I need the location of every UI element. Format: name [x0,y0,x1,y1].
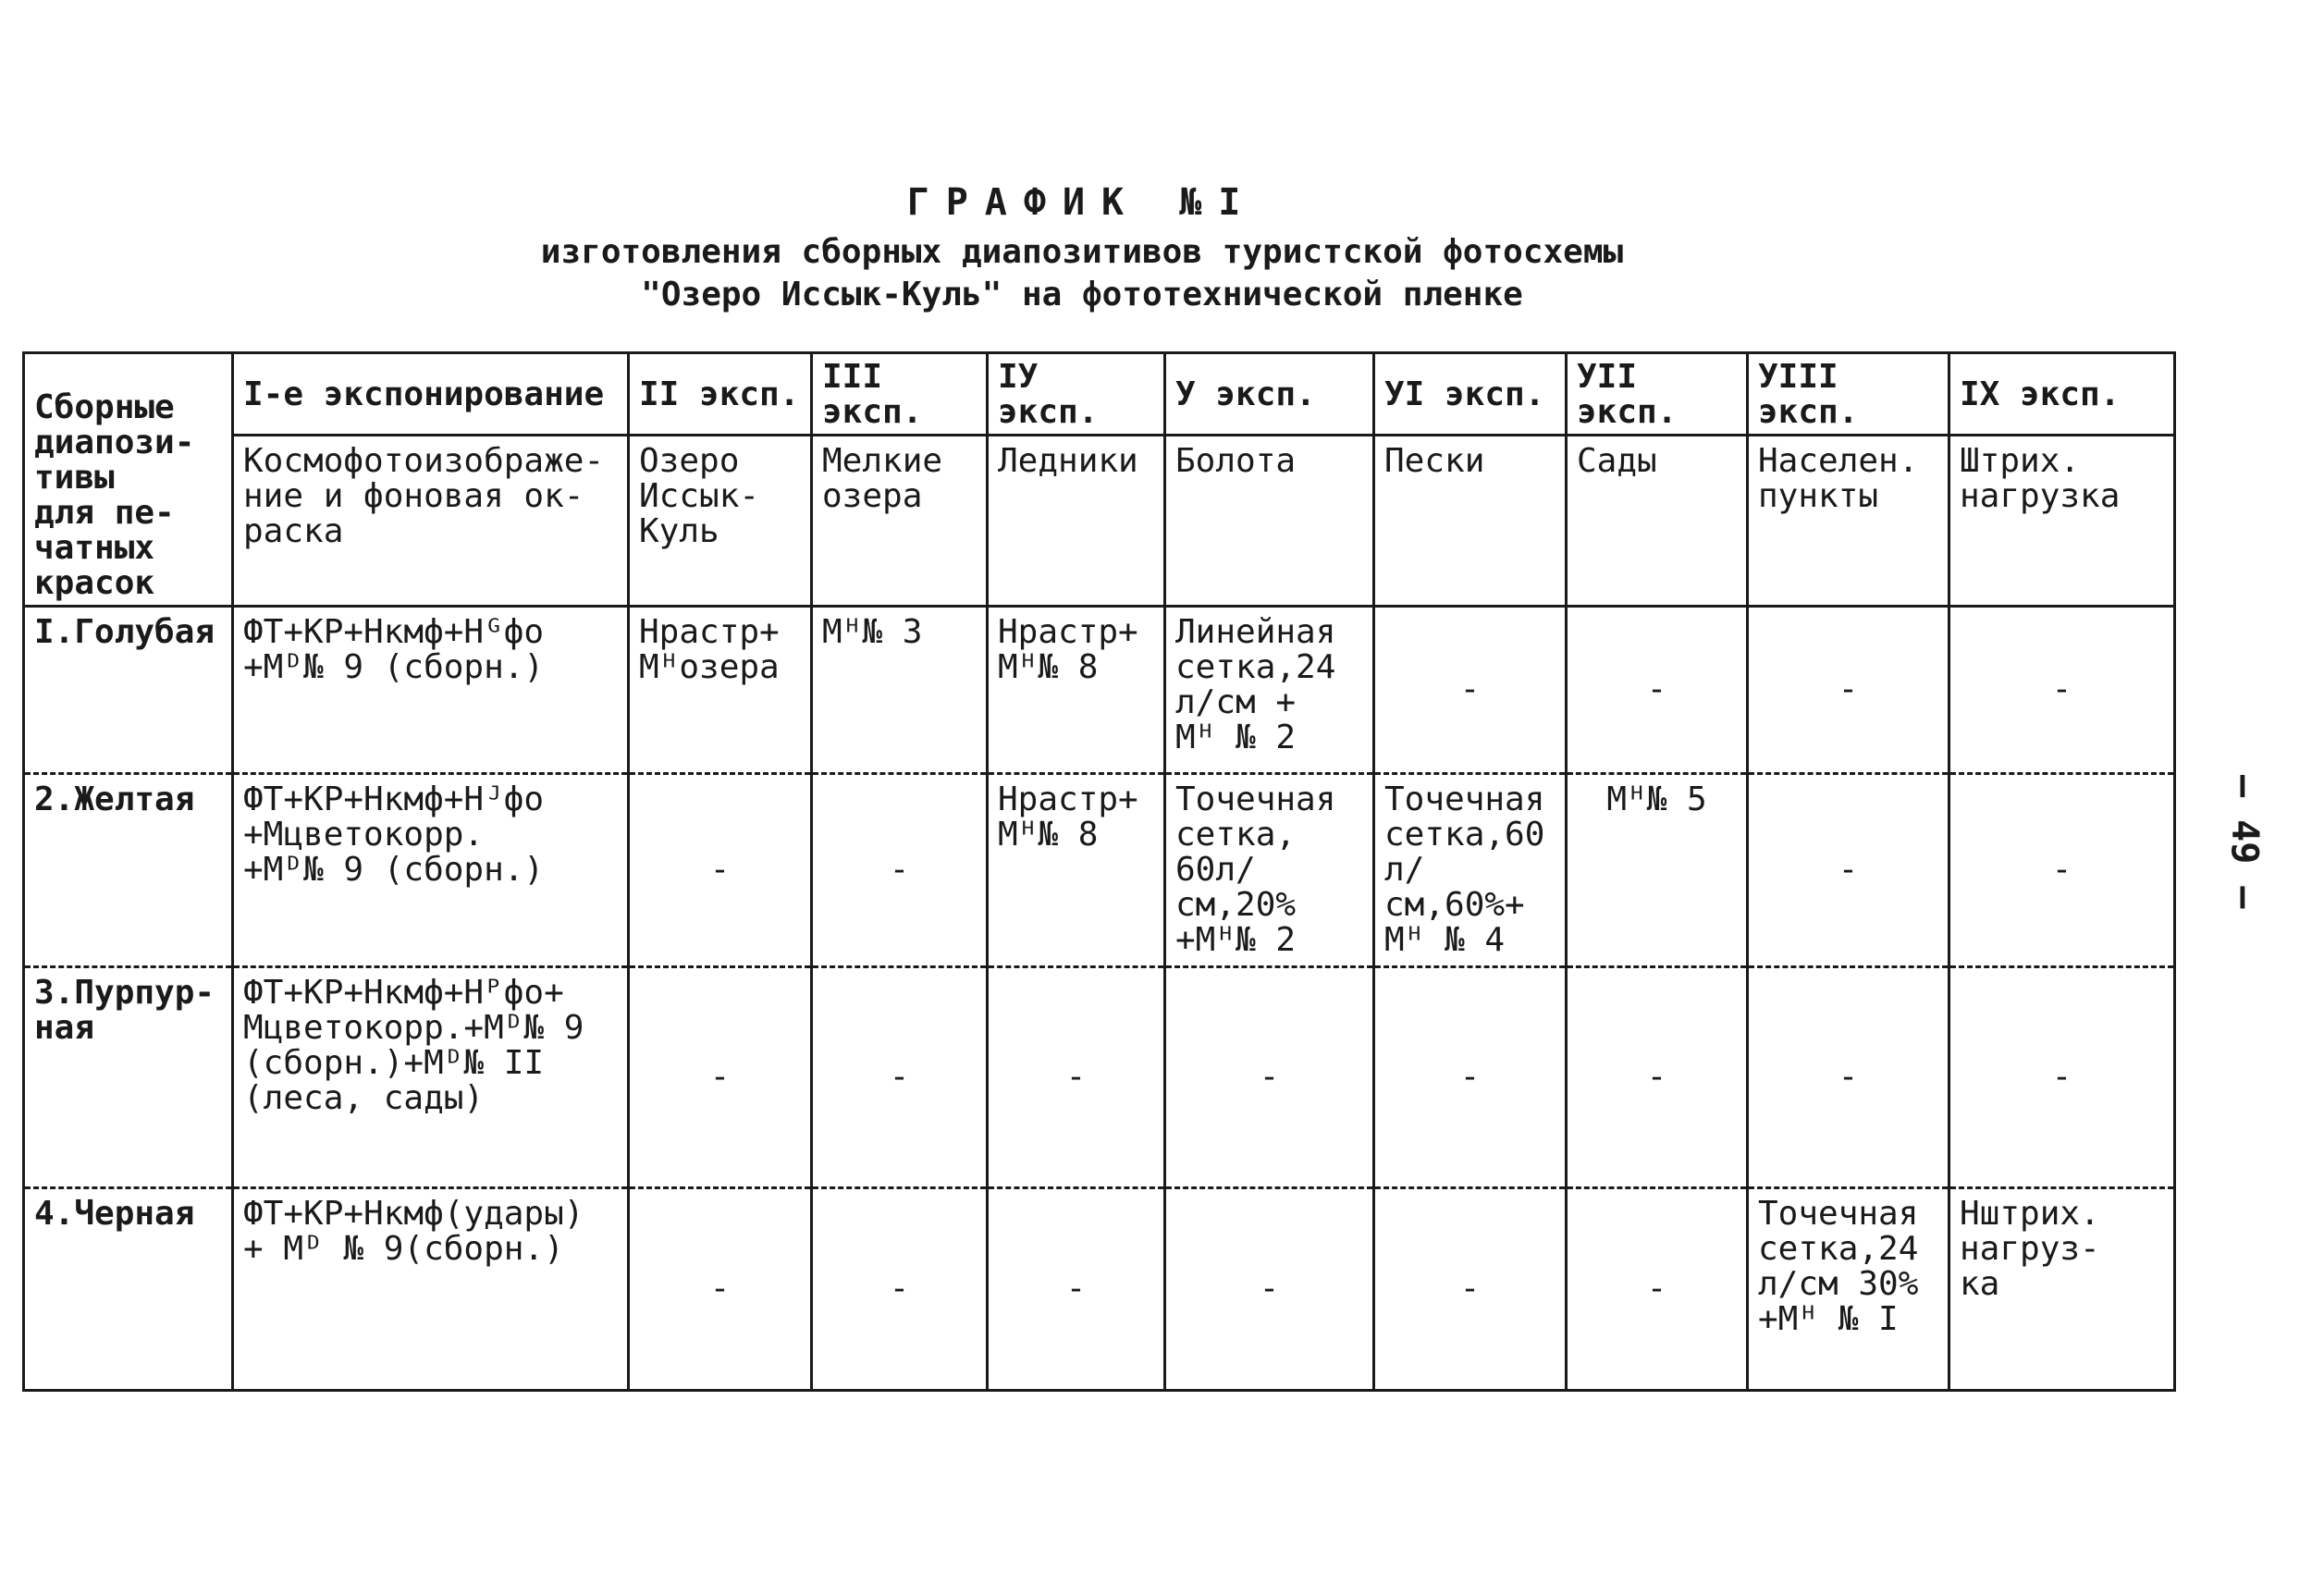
header-name-4: Ледники [988,436,1165,607]
table-cell: Точечная сетка,60 л/см,60%+ Мᴴ № 4 [1374,774,1567,967]
table-cell: - [1949,774,2175,967]
header-name-3: Мелкие озера [812,436,988,607]
table-cell: ФТ+КР+Нкмф+Нᴶфо +Мцветокорр. +Мᴰ№ 9 (сборн.) [233,774,629,967]
table-cell: ФТ+КР+Нкмф(удары) + Мᴰ № 9(сборн.) [233,1188,629,1391]
document-title: ГРАФИК №I [906,181,1258,224]
header-name-8: Населен. пункты [1748,436,1949,607]
table-cell: - [1165,967,1374,1188]
table-cell: Нштрих. нагруз- ка [1949,1188,2175,1391]
table-cell: - [1567,1188,1748,1391]
header-name-2: Озеро Иссык- Куль [629,436,812,607]
table-cell: - [812,1188,988,1391]
header-name-9: Штрих. нагрузка [1949,436,2175,607]
table-cell: - [1567,967,1748,1188]
header-name-1: Космофотоизображе- ние и фоновая ок- раска [233,436,629,607]
header-name-7: Сады [1567,436,1748,607]
schedule-table [22,351,2176,1392]
header-exp-9: IX эксп. [1949,353,2175,436]
table-cell: - [988,967,1165,1188]
table-cell: Точечная сетка,24 л/см 30% +Мᴴ № I [1748,1188,1949,1391]
table-row [24,967,2175,1188]
table-row [24,774,2175,967]
row-label: I.Голубая [24,607,233,774]
table-cell: - [629,774,812,967]
table-cell: - [988,1188,1165,1391]
table-row [24,607,2175,774]
table-cell: - [812,774,988,967]
table-cell: - [1949,967,2175,1188]
table-cell: - [812,967,988,1188]
table-cell: Мᴴ№ 5 [1567,774,1748,967]
header-name-5: Болота [1165,436,1374,607]
table-cell: - [629,1188,812,1391]
table-cell: - [1374,1188,1567,1391]
header-exp-3: III эксп. [812,353,988,436]
header-exp-1: I-е экспонирование [233,353,629,436]
row-label: 2.Желтая [24,774,233,967]
header-name-6: Пески [1374,436,1567,607]
table-cell: - [1567,607,1748,774]
page-number: – 49 – [2223,774,2266,909]
header-exp-6: УI эксп. [1374,353,1567,436]
table-cell: - [1748,607,1949,774]
table-cell: Нрастр+ Мᴴ№ 8 [988,607,1165,774]
table-cell: ФТ+КР+Нкмф+Нᴳфо +Мᴰ№ 9 (сборн.) [233,607,629,774]
table-cell: - [1374,607,1567,774]
corner-header: Сборные диапози- тивы для пе- чатных красок [24,353,233,607]
table-row [24,1188,2175,1391]
table-cell: Нрастр+ Мᴴозера [629,607,812,774]
document-subtitle-line1: изготовления сборных диапозитивов туристской фотосхемы [540,233,1624,271]
header-exp-4: IУ эксп. [988,353,1165,436]
table-cell: Нрастр+ Мᴴ№ 8 [988,774,1165,967]
row-label: 4.Черная [24,1188,233,1391]
table-cell: Точечная сетка, 60л/см,20% +Мᴴ№ 2 [1165,774,1374,967]
header-exp-5: У эксп. [1165,353,1374,436]
table-cell: - [1165,1188,1374,1391]
table-cell: - [1748,774,1949,967]
header-row-exposures [24,353,2175,436]
row-label: 3.Пурпур- ная [24,967,233,1188]
table-cell: ФТ+КР+Нкмф+Нᴾфо+ Мцветокорр.+Мᴰ№ 9 (сборн.)+Мᴰ№ II (леса, сады) [233,967,629,1188]
table-cell: - [629,967,812,1188]
table-cell: - [1374,967,1567,1188]
header-exp-2: II эксп. [629,353,812,436]
header-row-names [24,436,2175,607]
table-cell: - [1949,607,2175,774]
table-cell: Линейная сетка,24 л/см + Мᴴ № 2 [1165,607,1374,774]
header-exp-8: УIII эксп. [1748,353,1949,436]
table-cell: Мᴴ№ 3 [812,607,988,774]
table-cell: - [1748,967,1949,1188]
header-exp-7: УII эксп. [1567,353,1748,436]
document-subtitle-line2: "Озеро Иссык-Куль" на фототехнической пленке [641,276,1523,313]
